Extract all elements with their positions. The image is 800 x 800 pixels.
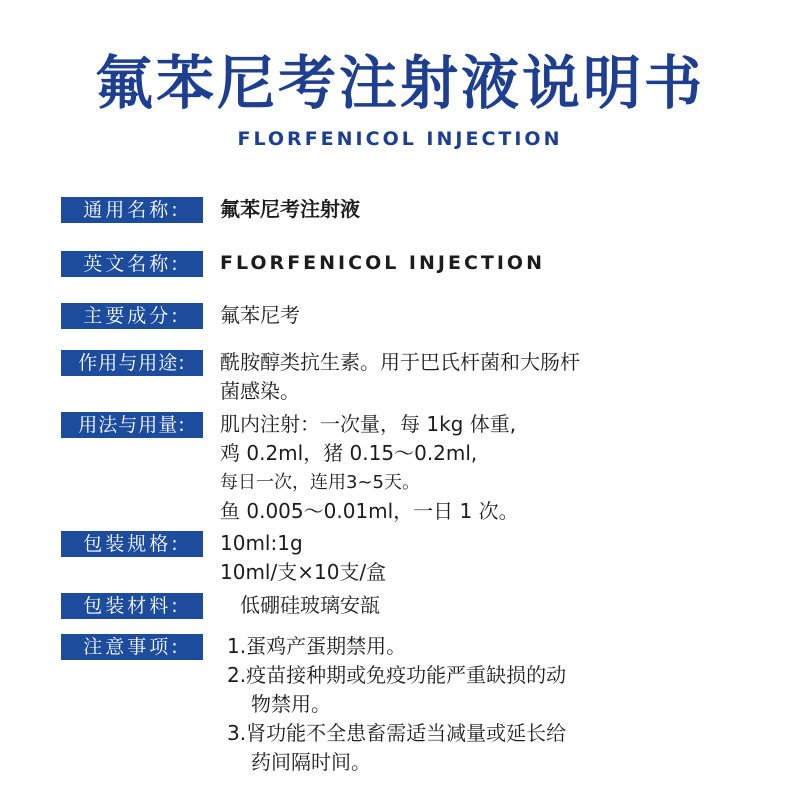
field-label: 用法与用量:: [61, 412, 203, 438]
field-value: 低硼硅玻璃安瓿: [240, 593, 380, 617]
notes-list: [227, 632, 566, 777]
field-value: [220, 529, 386, 587]
list-item: 3.肾功能不全患畜需适当减量或延长给: [227, 721, 567, 745]
field-label: 主要成分:: [61, 303, 203, 329]
field-value: [220, 410, 519, 526]
value-line: 10ml/支×10支/盒: [220, 560, 387, 584]
page-title: 氟苯尼考注射液说明书: [94, 49, 705, 117]
list-item: 药间隔时间。: [251, 750, 371, 774]
field-value: FLORFENICOL INJECTION: [220, 252, 545, 274]
field-label: 注意事项:: [61, 634, 203, 660]
field-label: 包装规格:: [61, 531, 203, 557]
list-item: 物禁用。: [251, 692, 331, 716]
field-value: 氟苯尼考: [220, 303, 300, 327]
value-line: 菌感染。: [220, 379, 300, 403]
field-label: 通用名称:: [61, 197, 203, 223]
value-line: 鸡 0.2ml，猪 0.15～0.2ml,: [220, 441, 478, 465]
field-value: [220, 348, 580, 406]
value-line: 鱼 0.005～0.01ml，一日 1 次。: [220, 499, 519, 523]
list-item: 1.蛋鸡产蛋期禁用。: [227, 634, 407, 658]
value-line: 每日一次，连用3~5天。: [220, 472, 420, 493]
page-subtitle: FLORFENICOL INJECTION: [237, 128, 563, 150]
value-line: 10ml:1g: [220, 531, 303, 555]
field-label: 包装材料:: [61, 593, 203, 619]
field-value: 氟苯尼考注射液: [220, 197, 360, 221]
field-label: 英文名称:: [61, 251, 203, 277]
list-item: 2.疫苗接种期或免疫功能严重缺损的动: [227, 663, 567, 687]
value-line: 肌内注射：一次量，每 1kg 体重,: [220, 412, 517, 436]
field-label: 作用与用途:: [61, 350, 203, 376]
value-line: 酰胺醇类抗生素。用于巴氏杆菌和大肠杆: [220, 350, 580, 374]
